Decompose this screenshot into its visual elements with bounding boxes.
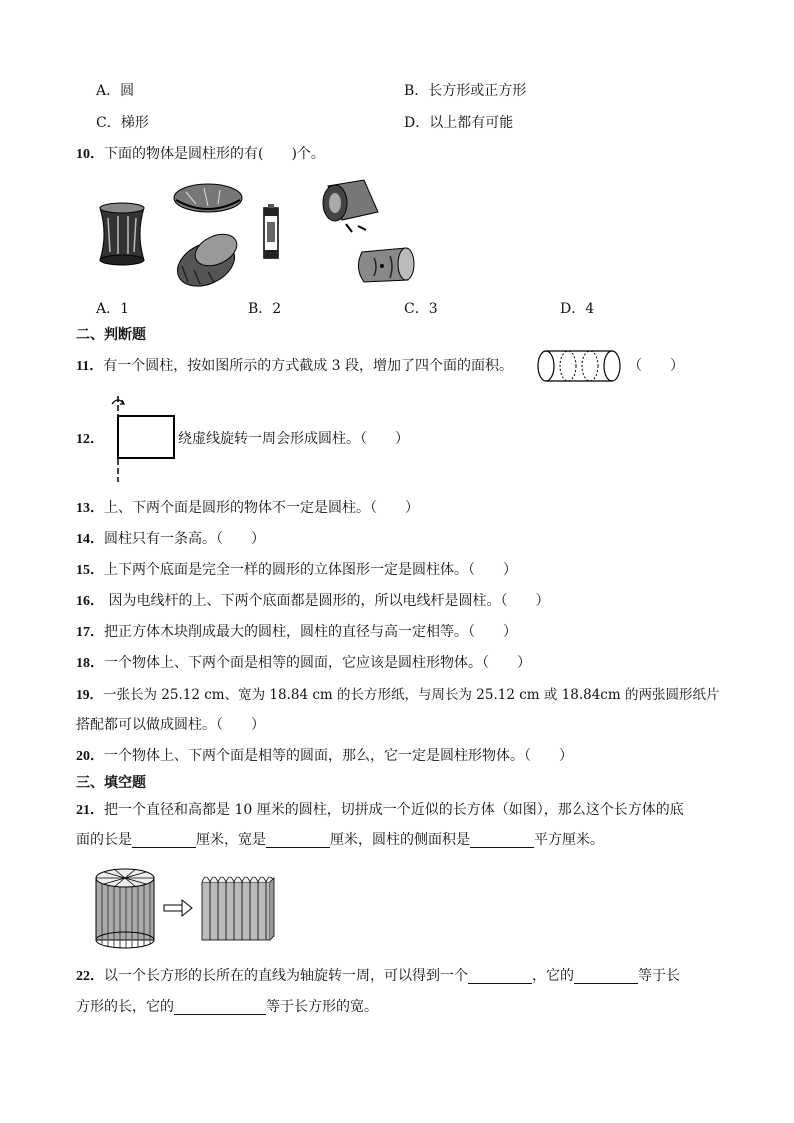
object-barrel-icon (358, 248, 414, 282)
q21-blank-length[interactable] (132, 831, 196, 848)
q12-rotation-figure (100, 392, 180, 484)
q21-text-line1: 把一个直径和高都是 10 厘米的圆柱，切拼成一个近似的长方体（如图），那么这个长方体的底 (104, 802, 684, 818)
q14-number: 14． (76, 532, 104, 547)
q15-stem (76, 559, 724, 582)
q16-number: 16． (76, 594, 104, 609)
q22-text-e: 等于长方形的宽。 (266, 999, 378, 1015)
q14-stem (76, 528, 724, 551)
q20-text: 一个物体上、下两个面是相等的圆面，那么，它一定是圆柱形物体。（ ） (104, 748, 573, 764)
q22-text-d: 方形的长，它的 (76, 999, 174, 1015)
q17-stem (76, 621, 724, 644)
q11-number: 11． (76, 359, 104, 374)
q20-stem (76, 745, 724, 768)
q15-text: 上下两个底面是完全一样的圆形的立体图形一定是圆柱体。（ ） (104, 562, 517, 578)
q10-option-a: A．1 (96, 301, 130, 317)
q9-option-c: C．梯形 (96, 115, 149, 131)
q21-stem-line1 (76, 799, 724, 822)
q22-blank-height[interactable] (574, 967, 638, 984)
q17-text: 把正方体木块削成最大的圆柱，圆柱的直径与高一定相等。（ ） (104, 624, 517, 640)
q10-option-b: B．2 (248, 301, 282, 317)
q17-number: 17． (76, 625, 104, 640)
q22-stem-line1 (76, 965, 724, 988)
q10-objects-figure (96, 178, 426, 290)
q12-number-text: 12． (76, 432, 104, 447)
q10-option-d: D．4 (560, 301, 595, 317)
q10-text: 下面的物体是圆柱形的有( )个。 (104, 146, 325, 162)
q19-number: 19． (76, 687, 103, 702)
q20-number: 20． (76, 749, 104, 764)
q12-text: 绕虚线旋转一周会形成圆柱。（ ） (178, 431, 409, 447)
q22-number: 22． (76, 969, 104, 984)
q15-number: 15． (76, 563, 104, 578)
q10-stem (76, 143, 724, 166)
section-heading-judgement: 二、判断题 (76, 327, 146, 343)
q16-stem (76, 590, 724, 613)
q19-stem-line1 (76, 684, 724, 706)
q11-answer-paren: （ ） (628, 358, 684, 374)
q11-text: 有一个圆柱，按如图所示的方式截成 3 段，增加了四个面的面积。 (103, 358, 514, 374)
q21-text-c: 厘米，圆柱的侧面积是 (330, 832, 470, 848)
q9-option-a: A．圆 (96, 83, 135, 99)
q13-number: 13． (76, 501, 104, 516)
q16-text: 因为电线杆的上、下两个底面都是圆形的，所以电线杆是圆柱。（ ） (104, 593, 550, 609)
object-battery-icon (264, 204, 278, 258)
q9-option-b: B．长方形或正方形 (404, 83, 527, 99)
q21-blank-width[interactable] (266, 831, 330, 848)
q22-text-a: 以一个长方形的长所在的直线为轴旋转一周，可以得到一个 (104, 968, 468, 984)
q22-blank-radius[interactable] (174, 998, 266, 1015)
q21-cylinder-to-cuboid-figure (94, 864, 284, 950)
q18-number: 18． (76, 656, 104, 671)
q9-option-d: D．以上都有可能 (404, 115, 514, 131)
section-heading-fill-blank: 三、填空题 (76, 775, 146, 791)
q22-text-c: 等于长 (638, 968, 680, 984)
q21-text-a: 面的长是 (76, 832, 132, 848)
q10-option-c: C．3 (404, 301, 438, 317)
q13-text: 上、下两个面是圆形的物体不一定是圆柱。（ ） (104, 500, 419, 516)
q21-blank-lateral-area[interactable] (470, 831, 534, 848)
q22-text-b: ，它的 (532, 968, 574, 984)
q21-stem-line2 (76, 829, 724, 851)
q21-text-b: 厘米，宽是 (196, 832, 266, 848)
q13-stem (76, 497, 724, 520)
q19-stem-line2: 搭配都可以做成圆柱。（ ） (76, 717, 265, 733)
q10-number: 10． (76, 147, 104, 162)
q19-text-line1: 一张长为 25.12 cm、宽为 18.84 cm 的长方形纸，与周长为 25.12 cm 或 18.84cm 的两张圆形纸片 (103, 687, 720, 703)
q12-number (76, 428, 104, 451)
q14-text: 圆柱只有一条高。（ ） (104, 531, 265, 547)
q11-cylinder-figure (536, 349, 622, 383)
q18-stem (76, 652, 724, 675)
q21-number: 21． (76, 803, 104, 818)
q22-blank-solid[interactable] (468, 967, 532, 984)
q22-stem-line2 (76, 996, 724, 1018)
object-log-icon (323, 180, 378, 232)
transform-arrow-icon (164, 900, 192, 916)
q21-text-d: 平方厘米。 (534, 832, 604, 848)
object-drum-icon (170, 228, 241, 290)
q18-text: 一个物体上、下两个面是相等的圆面，它应该是圆柱形物体。（ ） (104, 655, 531, 671)
object-hat-icon (174, 184, 242, 212)
q11-stem (76, 355, 724, 378)
object-cup-icon (100, 203, 144, 265)
